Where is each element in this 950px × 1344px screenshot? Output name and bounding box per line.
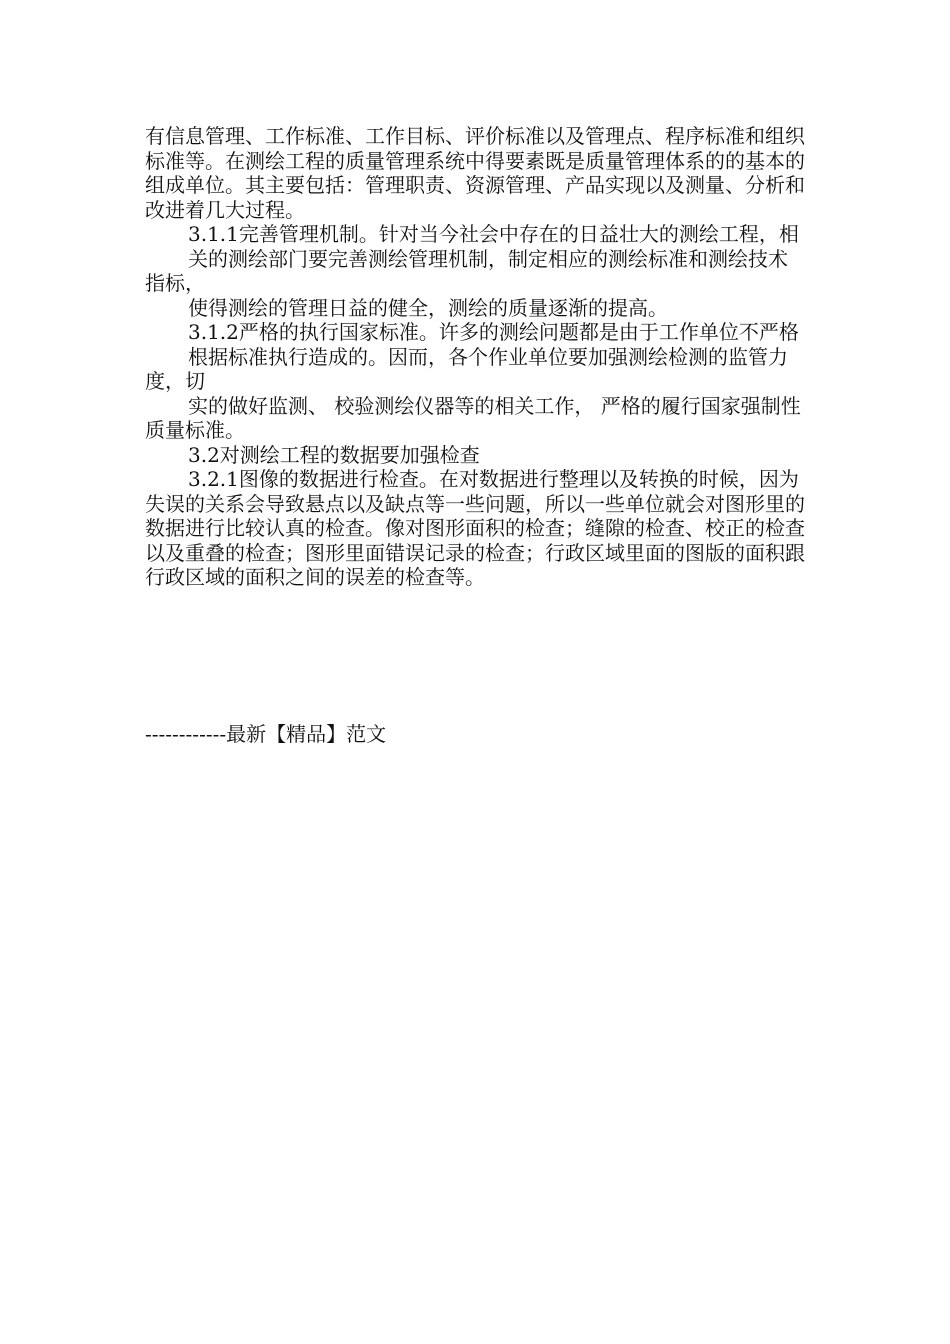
paragraph-3-1-2-heading: 3.1.2严格的执行国家标准。许多的测绘问题都是由于工作单位不严格 <box>188 320 799 344</box>
document-body <box>145 124 805 590</box>
section-heading-3-2: 3.2对测绘工程的数据要加强检查 <box>188 442 480 467</box>
paragraph-3-1-2-body: 根据标准执行造成的。因而，各个作业单位要加强测绘检测的监管力度，切 <box>145 344 788 393</box>
paragraph-intro: 有信息管理、工作标准、工作目标、评价标准以及管理点、程序标准和组织标准等。在测绘工程的质量管理系统中得要素既是质量管理体系的的基本的组成单位。其主要包括：管理职责、资源管理、产品实现以及测量、分析和改进着几大过程。 <box>145 124 805 222</box>
paragraph-3-2-1: 3.2.1图像的数据进行检查。在对数据进行整理以及转换的时候，因为失误的关系会导致悬点以及缺点等一些问题，所以一些单位就会对图形里的数据进行比较认真的检查。像对图形面积的检查；缝隙的检查、校正的检查以及重叠的检查；图形里面错误记录的检查；行政区域里面的图版的面积跟行政区域的面积之间的误差的检查等。 <box>145 467 805 589</box>
footer-text: ------------最新【精品】范文 <box>145 722 387 746</box>
paragraph-3-1-1-body: 关的测绘部门要完善测绘管理机制，制定相应的测绘标准和测绘技术指标， <box>145 246 788 295</box>
paragraph-3-1-1-heading: 3.1.1完善管理机制。针对当今社会中存在的日益壮大的测绘工程，相 <box>188 222 799 246</box>
paragraph-3-1-1-conclusion: 使得测绘的管理日益的健全，测绘的质量逐渐的提高。 <box>188 295 668 320</box>
paragraph-3-1-2-conclusion: 实的做好监测、 校验测绘仪器等的相关工作， 严格的履行国家强制性质量标准。 <box>145 393 801 442</box>
